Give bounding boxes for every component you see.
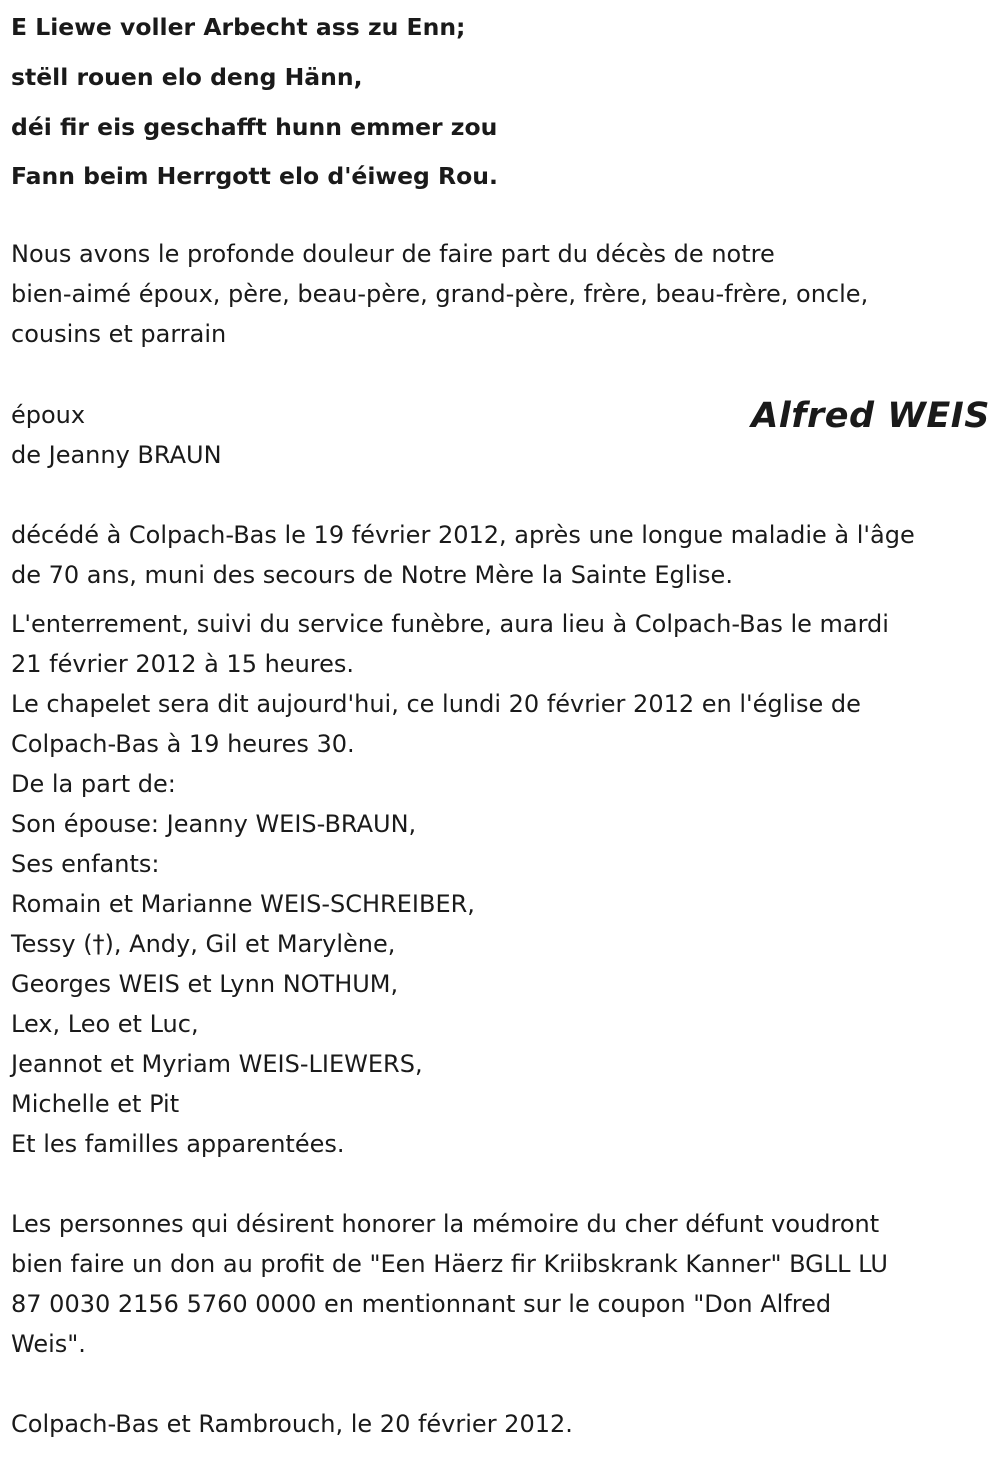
details-line: L'enterrement, suivi du service funèbre, aura lieu à Colpach-Bas le mardi xyxy=(11,610,889,638)
spouse-line: époux xyxy=(11,401,86,429)
death-line: de 70 ans, muni des secours de Notre Mère la Sainte Eglise. xyxy=(11,561,733,589)
details-line: Georges WEIS et Lynn NOTHUM, xyxy=(11,970,399,998)
details-line: Jeannot et Myriam WEIS-LIEWERS, xyxy=(11,1050,423,1078)
donation-line: Les personnes qui désirent honorer la mémoire du cher défunt voudront xyxy=(11,1210,880,1238)
poem-line: E Liewe voller Arbecht ass zu Enn; xyxy=(11,13,466,41)
donation-line: bien faire un don au profit de "Een Häerz fir Kriibskrank Kanner" BGLL LU xyxy=(11,1250,888,1278)
details-line: Ses enfants: xyxy=(11,850,160,878)
details-line: Colpach-Bas à 19 heures 30. xyxy=(11,730,355,758)
spouse-line: de Jeanny BRAUN xyxy=(11,441,222,469)
details-line: Le chapelet sera dit aujourd'hui, ce lundi 20 février 2012 en l'église de xyxy=(11,690,861,718)
donation-line: Weis". xyxy=(11,1330,86,1358)
details-line: Romain et Marianne WEIS-SCHREIBER, xyxy=(11,890,475,918)
poem-line: Fann beim Herrgott elo d'éiweg Rou. xyxy=(11,162,498,190)
donation-line: 87 0030 2156 5760 0000 en mentionnant sur le coupon "Don Alfred xyxy=(11,1290,832,1318)
poem-line: stëll rouen elo deng Hänn, xyxy=(11,63,363,91)
deceased-name: Alfred WEIS xyxy=(751,396,990,436)
intro-line: Nous avons le profonde douleur de faire part du décès de notre xyxy=(11,240,775,268)
poem-line: déi fir eis geschafft hunn emmer zou xyxy=(11,113,498,141)
details-line: 21 février 2012 à 15 heures. xyxy=(11,650,355,678)
details-line: Et les familles apparentées. xyxy=(11,1130,345,1158)
death-line: décédé à Colpach-Bas le 19 février 2012, après une longue maladie à l'âge xyxy=(11,521,915,549)
intro-line: cousins et parrain xyxy=(11,320,227,348)
details-line: Michelle et Pit xyxy=(11,1090,180,1118)
details-line: De la part de: xyxy=(11,770,176,798)
details-line: Lex, Leo et Luc, xyxy=(11,1010,199,1038)
closing-line: Colpach-Bas et Rambrouch, le 20 février 2012. xyxy=(11,1410,573,1438)
details-line: Son épouse: Jeanny WEIS-BRAUN, xyxy=(11,810,417,838)
intro-line: bien-aimé époux, père, beau-père, grand-père, frère, beau-frère, oncle, xyxy=(11,280,869,308)
details-line: Tessy (†), Andy, Gil et Marylène, xyxy=(11,930,396,958)
